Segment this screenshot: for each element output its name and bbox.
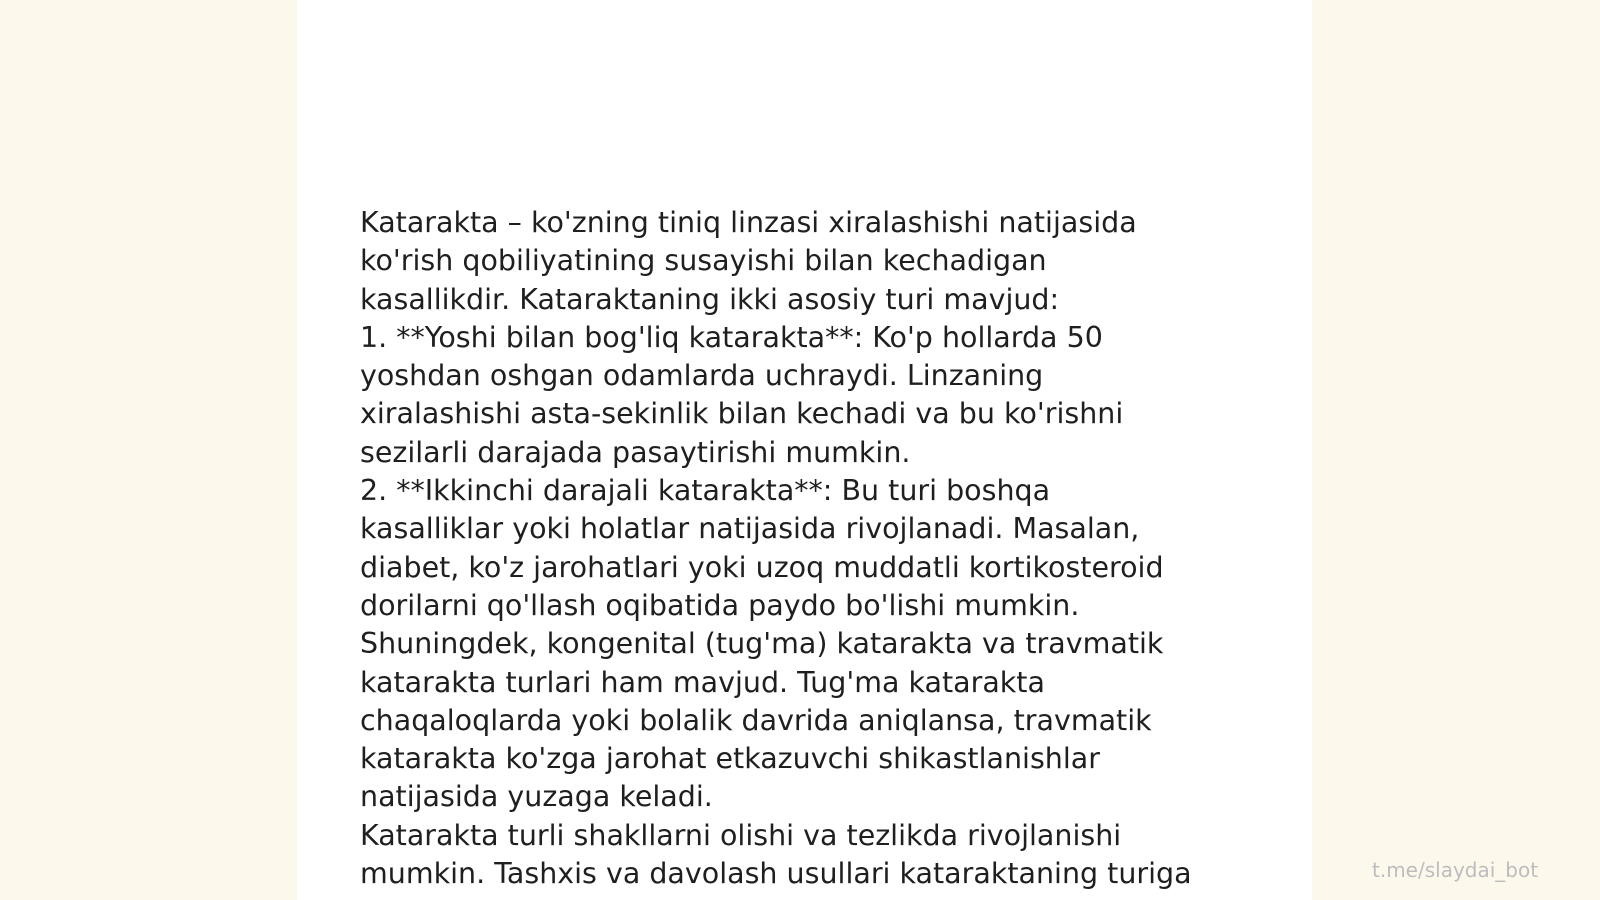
- text-line: kasalliklar yoki holatlar natijasida rivojlanadi. Masalan,: [360, 512, 1140, 546]
- text-line: sezilarli darajada pasaytirishi mumkin.: [360, 435, 911, 469]
- text-line: xiralashishi asta-sekinlik bilan kechadi va bu ko'rishni: [360, 397, 1124, 431]
- text-line: katarakta ko'zga jarohat etkazuvchi shikastlanishlar: [360, 742, 1100, 776]
- text-line: yoshdan oshgan odamlarda uchraydi. Linzaning: [360, 359, 1044, 393]
- slide: [297, 0, 1312, 900]
- text-line: 2. **Ikkinchi darajali katarakta**: Bu turi boshqa: [360, 474, 1051, 508]
- text-line: natijasida yuzaga keladi.: [360, 780, 713, 814]
- text-line: katarakta turlari ham mavjud. Tug'ma katarakta: [360, 665, 1045, 699]
- text-line: diabet, ko'z jarohatlari yoki uzoq muddatli kortikosteroid: [360, 550, 1164, 584]
- text-line: 1. **Yoshi bilan bog'liq katarakta**: Ko'p hollarda 50: [360, 320, 1103, 354]
- text-line: Katarakta turli shakllarni olishi va tezlikda rivojlanishi: [360, 818, 1122, 852]
- text-line: kasallikdir. Kataraktaning ikki asosiy turi mavjud:: [360, 282, 1060, 316]
- slide-body-text: [360, 204, 1310, 893]
- text-line: ko'rish qobiliyatining susayishi bilan kechadigan: [360, 244, 1047, 278]
- watermark-link: t.me/slaydai_bot: [1372, 858, 1539, 882]
- text-line: mumkin. Tashxis va davolash usullari kataraktaning turiga: [360, 857, 1192, 891]
- text-line: Shuningdek, kongenital (tug'ma) katarakta va travmatik: [360, 627, 1164, 661]
- text-line: chaqaloqlarda yoki bolalik davrida aniqlansa, travmatik: [360, 703, 1152, 737]
- text-line: Katarakta – ko'zning tiniq linzasi xiralashishi natijasida: [360, 206, 1137, 239]
- text-line: dorilarni qo'llash oqibatida paydo bo'lishi mumkin.: [360, 588, 1080, 622]
